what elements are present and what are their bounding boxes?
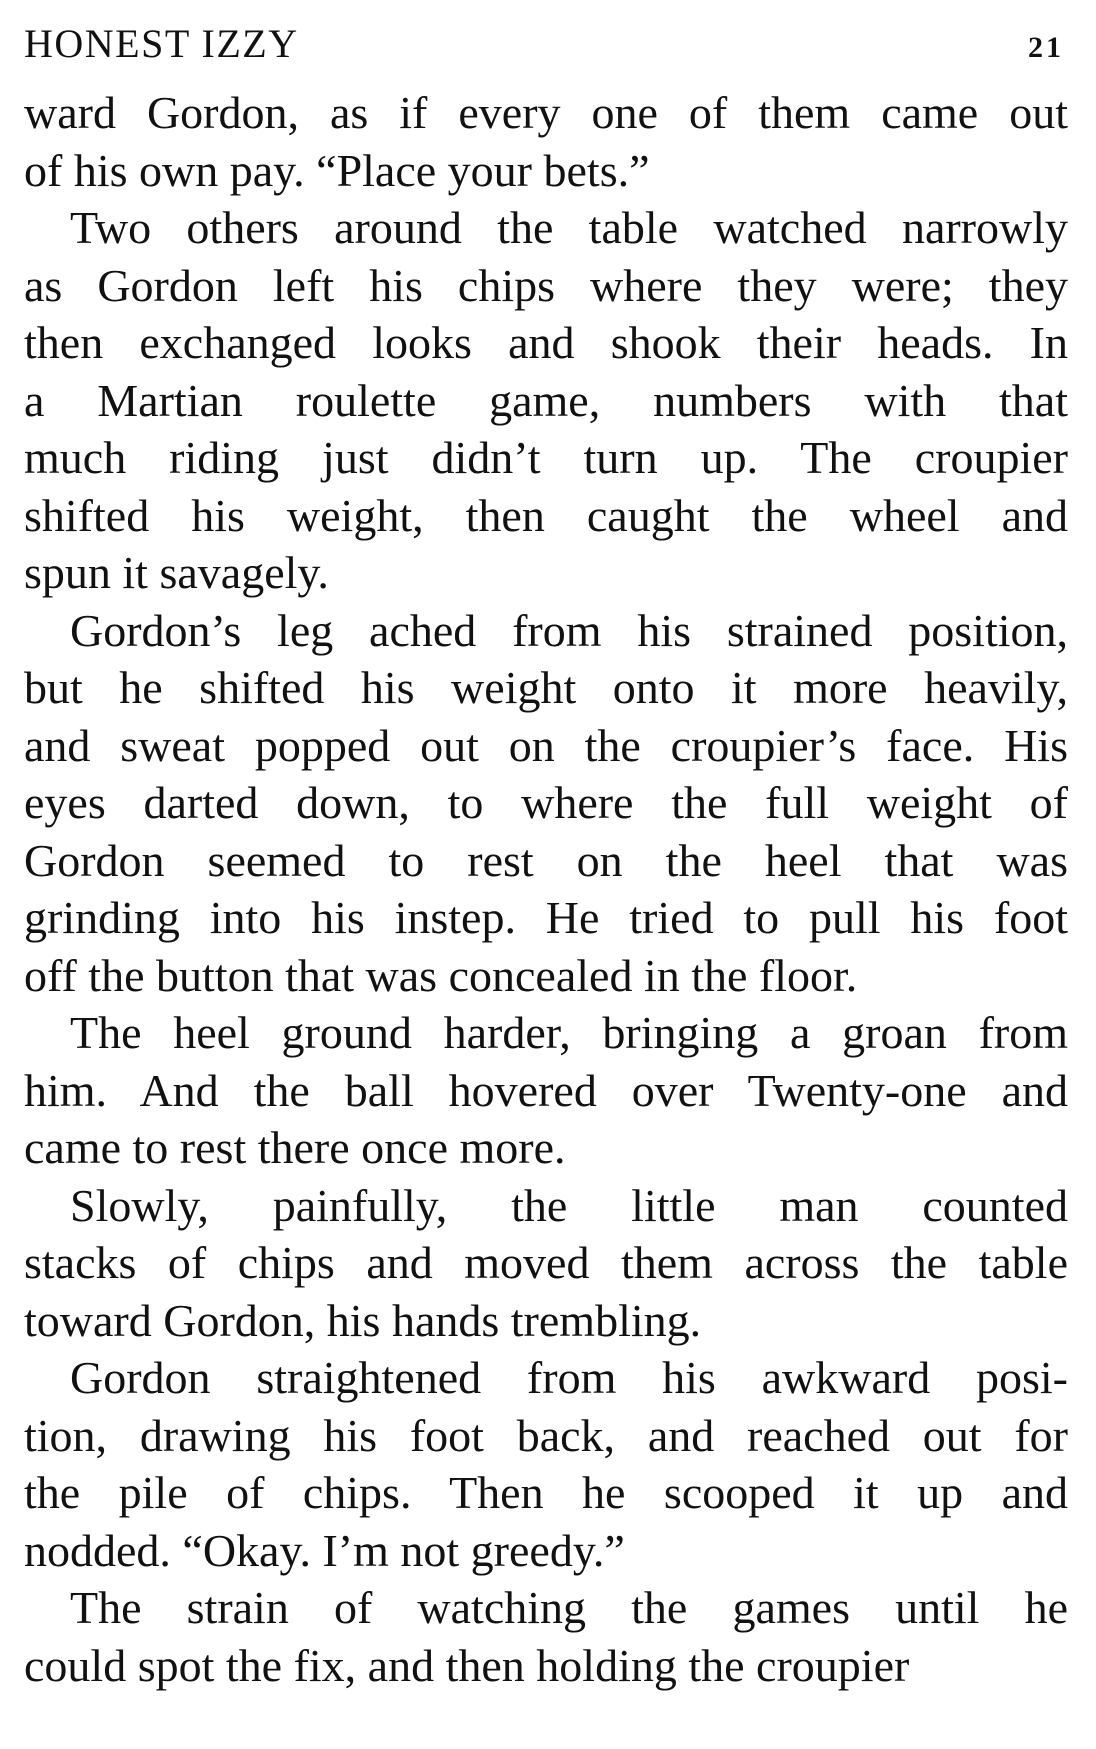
paragraph: [24, 84, 1068, 199]
text-line: Gordon seemed to rest on the heel that was: [24, 834, 1068, 886]
text-line: ward Gordon, as if every one of them came out: [24, 87, 1068, 138]
text-line: The strain of watching the games until he: [70, 1582, 1068, 1633]
text-line: but he shifted his weight onto it more heavily,: [24, 662, 1068, 713]
running-head: [24, 16, 1068, 72]
paragraph: [24, 1579, 1068, 1694]
paragraph: [24, 199, 1068, 602]
text-line: and sweat popped out on the croupier’s face. His: [24, 719, 1068, 771]
text-line: The heel ground harder, bringing a groan from: [70, 1007, 1068, 1058]
text-line: shifted his weight, then caught the wheel and: [24, 489, 1068, 541]
text-line: Slowly, painfully, the little man counted: [70, 1179, 1068, 1231]
body-text: [24, 84, 1068, 1694]
text-line: toward Gordon, his hands trembling.: [24, 1294, 702, 1346]
text-line: Two others around the table watched narrowly: [70, 202, 1068, 253]
text-line: spun it savagely.: [24, 547, 329, 598]
text-line: much riding just didn’t turn up. The croupier: [24, 432, 1068, 483]
text-line: could spot the fix, and then holding the croupier: [24, 1639, 910, 1691]
running-title: HONEST IZZY: [24, 21, 299, 66]
text-line: then exchanged looks and shook their heads. In: [24, 317, 1068, 368]
paragraph: [24, 1177, 1068, 1350]
text-line: Gordon’s leg ached from his strained position,: [70, 604, 1068, 656]
text-line: grinding into his instep. He tried to pull his foot: [24, 892, 1068, 943]
text-line: eyes darted down, to where the full weight of: [24, 777, 1068, 828]
text-line: Gordon straightened from his awkward posi-: [70, 1352, 1068, 1403]
text-line: off the button that was concealed in the floor.: [24, 949, 858, 1001]
text-line: tion, drawing his foot back, and reached out for: [24, 1409, 1068, 1461]
paragraph: [24, 1349, 1068, 1579]
paragraph: [24, 602, 1068, 1005]
text-line: nodded. “Okay. I’m not greedy.”: [24, 1524, 625, 1576]
text-line: the pile of chips. Then he scooped it up and: [24, 1467, 1068, 1518]
text-line: him. And the ball hovered over Twenty-one and: [24, 1064, 1068, 1116]
page-number: 21: [1028, 31, 1064, 64]
paragraph: [24, 1004, 1068, 1177]
text-line: came to rest there once more.: [24, 1122, 566, 1173]
text-line: as Gordon left his chips where they were; they: [24, 259, 1068, 311]
text-line: of his own pay. “Place your bets.”: [24, 144, 650, 196]
text-line: a Martian roulette game, numbers with that: [24, 374, 1068, 426]
text-line: stacks of chips and moved them across the table: [24, 1237, 1068, 1288]
